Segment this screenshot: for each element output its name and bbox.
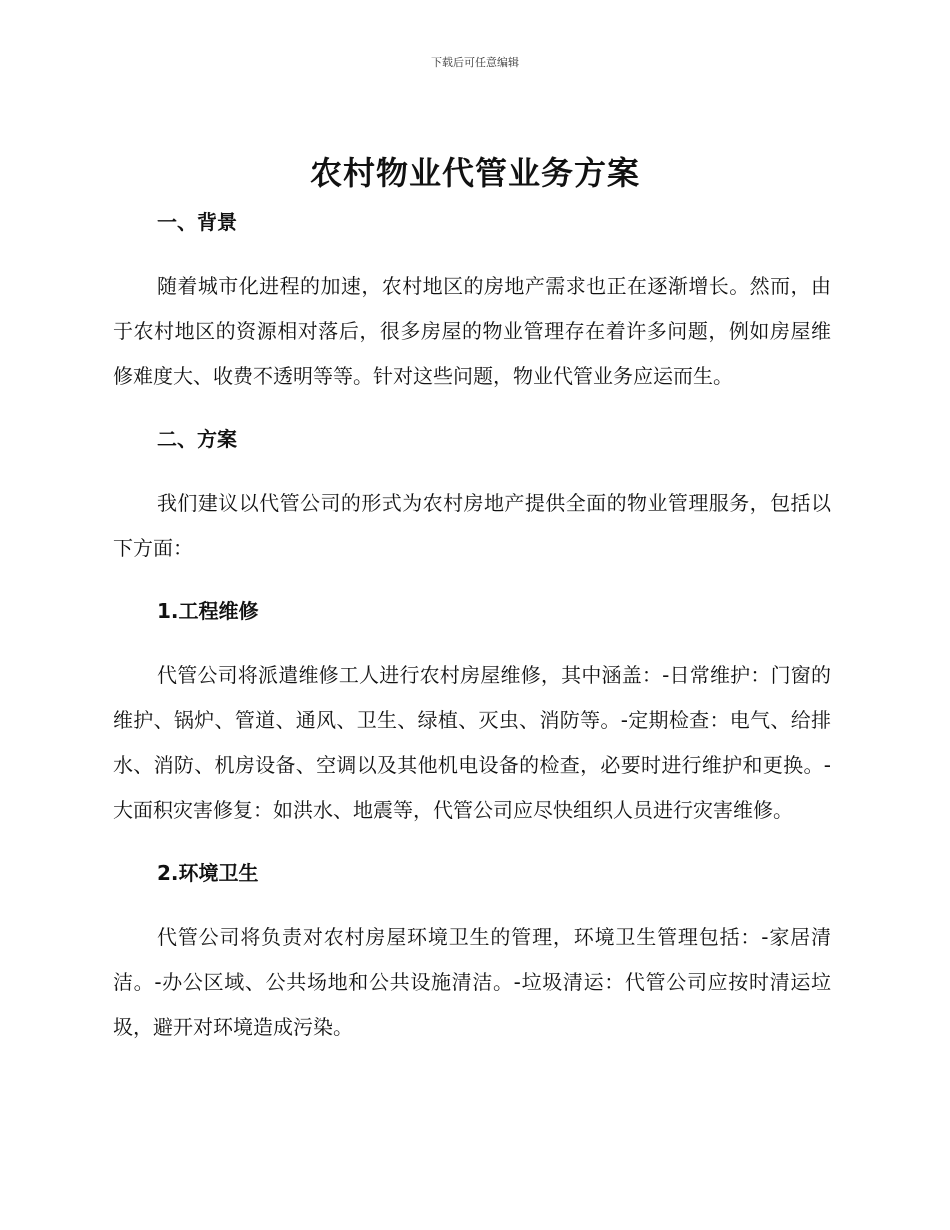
section-heading-background: 一、背景: [157, 210, 237, 234]
document-body: [113, 206, 831, 1050]
section-heading-environmental-sanitation: 2.环境卫生: [157, 861, 259, 885]
header-note: 下载后可任意编辑: [431, 56, 519, 69]
section-paragraph-plan: 我们建议以代管公司的形式为农村房地产提供全面的物业管理服务，包括以下方面：: [113, 491, 831, 560]
section-heading-engineering-maintenance: 1.工程维修: [157, 599, 259, 623]
section-heading-plan: 二、方案: [157, 427, 237, 451]
section-paragraph-engineering-maintenance: 代管公司将派遣维修工人进行农村房屋维修，其中涵盖：-日常维护：门窗的维护、锅炉、管道、通风、卫生、绿植、灭虫、消防等。-定期检查：电气、给排水、消防、机房设备、空调以及其他机电设备的检查，必要时进行维护和更换。-大面积灾害修复：如洪水、地震等，代管公司应尽快组织人员进行灾害维修。: [113, 663, 831, 822]
section-paragraph-background: 随着城市化进程的加速，农村地区的房地产需求也正在逐渐增长。然而，由于农村地区的资源相对落后，很多房屋的物业管理存在着许多问题，例如房屋维修难度大、收费不透明等等。针对这些问题，物业代管业务应运而生。: [113, 274, 831, 388]
section-paragraph-environmental-sanitation: 代管公司将负责对农村房屋环境卫生的管理，环境卫生管理包括：-家居清洁。-办公区域、公共场地和公共设施清洁。-垃圾清运：代管公司应按时清运垃圾，避开对环境造成污染。: [113, 925, 831, 1039]
document-title: 农村物业代管业务方案: [309, 154, 640, 192]
